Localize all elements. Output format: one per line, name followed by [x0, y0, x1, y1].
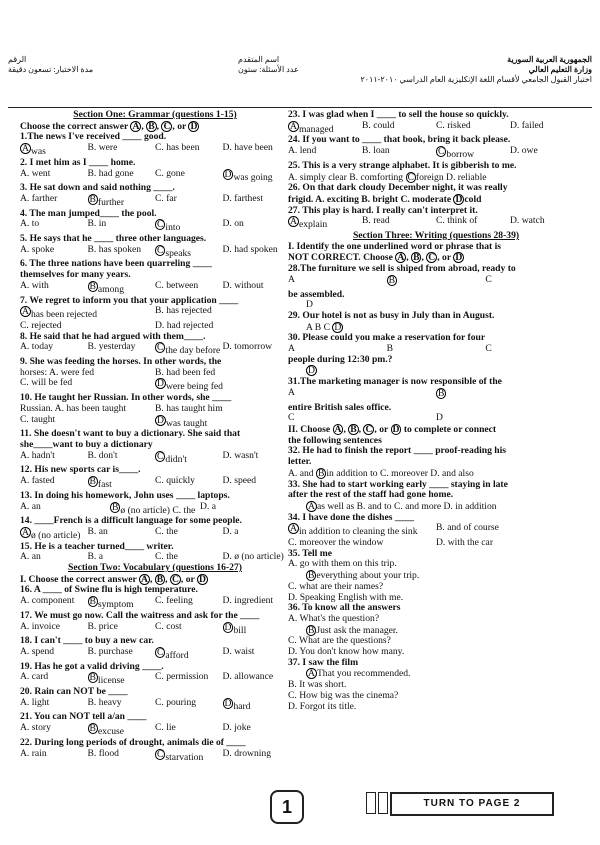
answer-option: A ø (no article) [22, 526, 81, 541]
answer-line: A. What's the question? [288, 612, 380, 624]
circled-answer-mark: D [157, 414, 164, 426]
circled-answer-mark: C [157, 342, 164, 354]
answer-options [20, 672, 290, 687]
answer-option: B license [89, 672, 125, 687]
answer-option: D. joke [222, 723, 251, 734]
answer-option: B. has rejected [155, 306, 212, 317]
answer-option: C didn't [157, 450, 187, 465]
circled-answer-mark: D [190, 120, 198, 132]
circled-answer-mark: D [224, 697, 232, 709]
answer-option: A. invoice [20, 621, 60, 632]
answer-options [20, 749, 290, 764]
answer-option: A. an [20, 501, 41, 512]
answer-option: A. spend [20, 646, 55, 657]
answer-option: A. with [20, 280, 49, 291]
answer-line: B. It was short. [288, 679, 347, 691]
answer-options [20, 378, 290, 393]
circled-answer-mark: B [89, 596, 96, 608]
answer-line: A. go with them on this trip. [288, 558, 397, 570]
answer-option: B. flood [87, 748, 119, 759]
answer-option: C [288, 413, 295, 424]
question-text: 26. On that dark cloudy December night, it was really [288, 183, 508, 194]
circled-answer-mark: C [407, 171, 414, 183]
circled-answer-mark: A [22, 526, 29, 538]
question-text: II. Choose A , B , C , or D to complete or connect [288, 423, 497, 435]
circled-answer-mark: C [163, 120, 171, 132]
answer-option: B further [89, 193, 125, 208]
answer-option: B. has taught him [155, 403, 223, 414]
answer-option: B [386, 344, 394, 355]
answer-option: C afford [157, 646, 189, 661]
question-text: 15. He is a teacher turned____ writer. [20, 541, 174, 552]
circled-answer-mark: D [224, 621, 232, 633]
circled-answer-mark: C [365, 423, 373, 435]
question-text: NOT CORRECT. Choose A , B , C , or D [288, 252, 463, 264]
answer-option: C. has been [155, 143, 200, 154]
answer-option: D was going [224, 168, 273, 183]
answer-options [20, 451, 290, 466]
answer-options [20, 342, 290, 357]
answer-options [20, 368, 290, 379]
question-text: 25. This is a very strange alphabet. It is gibberish to me. [288, 160, 517, 171]
circled-answer-mark: B [308, 624, 315, 636]
circled-answer-mark: D [224, 168, 232, 180]
answer-options [288, 275, 584, 290]
circled-answer-mark: A [308, 668, 315, 680]
answer-option: C into [157, 219, 181, 234]
header-republic: الجمهورية العربية السورية [507, 55, 592, 64]
answer-options [288, 538, 584, 549]
question-text: 19. Has he got a valid driving ____. [20, 661, 164, 672]
answer-option: C. between [155, 280, 199, 291]
answer-options [20, 476, 290, 491]
answer-option: horses: A. were fed [20, 367, 95, 378]
circled-answer-mark: A [308, 500, 315, 512]
section-heading: Section Three: Writing (questions 28-39) [352, 230, 520, 242]
answer-option: C speaks [157, 244, 191, 259]
question-text: 22. During long periods of drought, animals die of ____ [20, 737, 246, 748]
question-text: 33. She had to start working early ____ staying in late [288, 479, 508, 490]
answer-options [20, 306, 290, 321]
answer-option: C. pouring [155, 697, 197, 708]
question-text: 3. He sat down and said nothing ____. [20, 183, 175, 194]
header-middle [238, 55, 299, 75]
question-text: 24. If you want to ____ that book, bring it back please. [288, 135, 511, 146]
answer-option: C. lie [155, 723, 176, 734]
circled-answer-mark: A [334, 423, 342, 435]
circled-answer-mark: B [89, 672, 96, 684]
answer-line: D. Speaking English with me. [288, 591, 404, 603]
answer-option: A [288, 274, 295, 285]
circled-answer-mark: C [157, 450, 164, 462]
header-rule [8, 107, 592, 108]
question-text: 35. Tell me [288, 548, 332, 559]
answer-options [20, 415, 290, 430]
answer-option: B. in [87, 219, 107, 230]
answer-option: B. had been fed [155, 367, 216, 378]
question-text: Choose the correct answer A , B , C , or D [20, 120, 198, 132]
answer-line: A B C D [306, 321, 342, 333]
header-ministry: وزارة التعليم العالي [528, 65, 592, 74]
answer-option: B. yesterday [87, 342, 136, 353]
question-text: 12. His new sports car is____. [20, 465, 141, 476]
circled-answer-mark: D [199, 573, 206, 585]
answer-option: A. fasted [20, 476, 55, 487]
answer-option: C. will be fed [20, 378, 73, 389]
answer-option: D. tomorrow [222, 342, 273, 353]
answer-option: A. rain [20, 748, 47, 759]
answer-option: D. allowance [222, 672, 274, 683]
answer-option: D. a [200, 501, 216, 512]
answer-options [20, 527, 290, 542]
answer-option: B. an [87, 526, 108, 537]
answer-option: C [485, 274, 492, 285]
circled-answer-mark: B [413, 252, 420, 264]
answer-option: A. light [20, 697, 50, 708]
question-text: I. Identify the one underlined word or phrase that is [288, 241, 502, 252]
header-question-count: عدد الأسئلة: ستون [238, 65, 299, 74]
question-text: 11. She doesn't want to buy a dictionary. She said that [20, 429, 241, 440]
answer-option: C. think of [436, 216, 478, 227]
question-text: 29. Our hotel is not as busy in July than in August. [288, 310, 495, 321]
question-text: frigid. A. exciting B. bright C. moderate D cold [288, 193, 482, 205]
answer-option: D. failed [510, 120, 544, 131]
answer-options [288, 146, 584, 161]
answer-option: D were being fed [157, 378, 223, 393]
circled-answer-mark: B [89, 476, 96, 488]
answer-line: C. How big was the cinema? [288, 689, 399, 701]
answer-option: B. were [87, 143, 118, 154]
answer-option: A. lend [288, 146, 317, 157]
circled-answer-mark: A [397, 252, 405, 264]
question-text: 5. He says that he ____ three other languages. [20, 234, 207, 245]
answer-option: A. hadn't [20, 450, 55, 461]
answer-option: B. a [87, 552, 103, 563]
answer-option: C. feeling [155, 596, 193, 607]
answer-option: B. price [87, 621, 118, 632]
turn-to-page-note: TURN TO PAGE 2 [390, 792, 554, 816]
answer-option: D. a [222, 526, 239, 537]
question-text: 14. ____French is a difficult language for some people. [20, 516, 242, 527]
answer-options [20, 219, 290, 234]
circled-answer-mark: A [141, 573, 148, 585]
answer-option: C. the [155, 526, 178, 537]
answer-option: D. drowning [222, 748, 271, 759]
circled-answer-mark: D [392, 423, 400, 435]
answer-option: B fast [89, 476, 112, 491]
left-column [20, 110, 290, 763]
answer-options [20, 143, 290, 158]
circled-answer-mark: B [308, 570, 315, 582]
answer-options [20, 596, 290, 611]
answer-option: D was taught [157, 414, 208, 429]
circled-answer-mark: B [89, 280, 96, 292]
circled-answer-mark: D [157, 378, 164, 390]
answer-options [20, 723, 290, 738]
answer-line: A as well as B. and to C. and more D. in addition [308, 500, 497, 512]
answer-option: A in addition to cleaning the sink [290, 523, 418, 538]
question-text: 8. He said that he had argued with them____. [20, 331, 206, 342]
answer-option: B. heavy [87, 697, 122, 708]
question-text: themselves for many years. [20, 270, 131, 281]
answer-option: D. owe [510, 146, 538, 157]
answer-option: C borrow [438, 146, 475, 161]
answer-option: B. purchase [87, 646, 133, 657]
question-text: I. Choose the correct answer A , B , C , or D [20, 573, 206, 585]
answer-option: B among [89, 280, 125, 295]
circled-answer-mark: C [428, 252, 436, 264]
answer-option: B. could [362, 120, 395, 131]
section-heading: Section One: Grammar (questions 1-15) [73, 109, 237, 120]
question-text: 37. I saw the film [288, 657, 359, 668]
answer-option: B. and of course [436, 523, 499, 534]
question-text: letter. [288, 457, 312, 468]
answer-line: C. what are their names? [288, 580, 384, 592]
answer-options [20, 169, 290, 184]
circled-answer-mark: A [22, 143, 29, 155]
answer-option: A. to [20, 219, 40, 230]
question-text: 27. This play is hard. I really can't interpret it. [288, 205, 478, 216]
circled-answer-mark: D [334, 321, 342, 333]
answer-options [20, 622, 290, 637]
answer-line: A. simply clear B. comforting C foreign D. reliable [288, 171, 487, 183]
answer-option: C. risked [436, 120, 471, 131]
answer-option: C. taught [20, 414, 56, 425]
circled-answer-mark: A [290, 216, 297, 228]
question-text: 4. The man jumped____ the pool. [20, 208, 157, 219]
answer-line: B Just ask the manager. [308, 624, 398, 636]
answer-options [288, 413, 584, 424]
answer-line: A That you recommended. [308, 668, 411, 680]
answer-option: D. farthest [222, 193, 263, 204]
question-text: 34. I have done the dishes ____ [288, 512, 415, 523]
answer-options [20, 698, 290, 713]
answer-options [20, 321, 290, 332]
answer-options [20, 404, 290, 415]
answer-option: C. permission [155, 672, 209, 683]
answer-option: C starvation [157, 748, 204, 763]
answer-option: D. have been [222, 143, 273, 154]
answer-options [20, 502, 290, 517]
question-text: 36. To know all the answers [288, 603, 401, 614]
question-text: 21. You can NOT tell a/an ____ [20, 712, 147, 723]
answer-option: D. watch [510, 216, 545, 227]
answer-option: D. waist [222, 646, 255, 657]
circled-answer-mark: C [157, 748, 164, 760]
answer-option [387, 275, 486, 290]
header-candidate-name: اسم المتقدم [238, 55, 280, 64]
answer-options [20, 647, 290, 662]
question-text: people during 12:30 pm.? [288, 354, 393, 365]
answer-option: A managed [290, 120, 334, 135]
answer-option: C. moreover the window [288, 538, 384, 549]
answer-line [288, 365, 584, 377]
answer-option: D. ingredient [222, 596, 274, 607]
question-text: 7. We regret to inform you that your application ____ [20, 295, 239, 306]
answer-option: B excuse [89, 723, 125, 738]
answer-option: A [288, 387, 295, 398]
answer-option: A. today [20, 342, 54, 353]
circled-answer-mark: A [290, 523, 297, 535]
circled-answer-mark: B [148, 120, 155, 132]
question-text: 23. I was glad when I ____ to sell the house so quickly. [288, 110, 509, 120]
circled-answer-mark: D [455, 252, 463, 264]
answer-option: B. loan [362, 146, 390, 157]
answer-option: B. don't [87, 450, 118, 461]
answer-option: D. without [222, 280, 264, 291]
circled-answer-mark: C [157, 219, 164, 231]
answer-option: C the day before [157, 342, 221, 357]
answer-option: D hard [224, 697, 251, 712]
answer-options [288, 388, 584, 403]
answer-option: A. went [20, 168, 51, 179]
question-text: 2. I met him as I ____ home. [20, 157, 136, 168]
question-text: the following sentences [288, 435, 382, 446]
answer-option: C. gone [155, 168, 185, 179]
answer-line: C. What are the questions? [288, 635, 391, 647]
answer-option: D. had spoken [222, 244, 278, 255]
answer-line: A. and B in addition to C. moreover D. and also [288, 467, 474, 479]
question-text: 1.The news I've received ____ good. [20, 132, 167, 143]
question-text: 17. We must go now. Call the waitress and ask for the ____ [20, 610, 260, 621]
answer-option: A has been rejected [22, 306, 97, 321]
answer-options [20, 194, 290, 209]
answer-option: D. wasn't [222, 450, 259, 461]
answer-options [288, 216, 584, 231]
answer-option: B. has spoken [87, 244, 142, 255]
circled-answer-mark: B [112, 501, 119, 513]
answer-option: B symptom [89, 596, 134, 611]
circled-answer-mark: A [290, 120, 297, 132]
question-text: entire British sales office. [288, 402, 392, 413]
circled-answer-mark: C [171, 573, 179, 585]
section-heading: Section Two: Vocabulary (questions 16-27) [68, 562, 242, 574]
answer-options [20, 281, 290, 296]
right-column [288, 110, 584, 712]
header-right [360, 55, 592, 85]
question-text: 16. A ____ of Swine flu is high temperature. [20, 585, 198, 596]
question-text: 6. The three nations have been quarreling ____ [20, 259, 212, 270]
answer-option: B. had gone [87, 168, 134, 179]
answer-option: A. card [20, 672, 49, 683]
answer-option: D bill [224, 621, 247, 636]
circled-answer-mark: B [89, 193, 96, 205]
answer-option: C [485, 344, 492, 355]
answer-option: A. story [20, 723, 51, 734]
question-text: 20. Rain can NOT be ____ [20, 687, 128, 698]
answer-option: A. component [20, 596, 75, 607]
answer-option: A [288, 344, 295, 355]
circled-answer-mark: B [89, 723, 96, 735]
answer-option: A. farther [20, 193, 58, 204]
answer-option: C. quickly [155, 476, 195, 487]
circled-answer-mark: D [455, 193, 463, 205]
answer-line: D [306, 299, 313, 311]
answer-line: D. Forgot its title. [288, 700, 357, 712]
answer-options [288, 344, 584, 355]
answer-option: B. read [362, 216, 390, 227]
page-number: 1 [270, 790, 304, 824]
circled-answer-mark: A [22, 306, 29, 318]
answer-option: D. ø (no article) [222, 552, 284, 563]
header-left [8, 55, 93, 75]
answer-option: C. far [155, 193, 177, 204]
answer-option: A. an [20, 552, 41, 563]
answer-option: D. speed [222, 476, 257, 487]
answer-option [436, 388, 584, 403]
question-text: 28.The furniture we sell is shiped from abroad, ready to [288, 264, 516, 275]
question-text: 32. He had to finish the report ____ proof-reading his [288, 446, 507, 457]
header-exam-title: اختبار القبول الجامعي لأقسام اللغة الإنكليزية العام الدراسي ٢٠١٠-٢٠١١ [360, 75, 592, 84]
page-marker-boxes [366, 792, 390, 819]
circled-answer-mark: B [388, 274, 396, 286]
answer-option: D. with the car [436, 538, 494, 549]
answer-option: D [436, 413, 443, 424]
question-text: 13. In doing his homework, John uses ____ laptops. [20, 490, 230, 501]
question-text: after the rest of the staff had gone home. [288, 490, 454, 501]
answer-option: D. had rejected [155, 320, 214, 331]
question-text: she____want to buy a dictionary [20, 439, 153, 450]
question-text: 18. I can't ____ to buy a new car. [20, 636, 154, 647]
answer-option: B ø (no article) C. the [112, 501, 196, 516]
circled-answer-mark: C [157, 646, 164, 658]
question-text: 30. Please could you make a reservation for four [288, 333, 486, 344]
answer-option: A explain [290, 216, 328, 231]
question-text: be assembled. [288, 289, 345, 300]
answer-options [288, 121, 584, 136]
circled-answer-mark: D [308, 365, 315, 377]
answer-option: C. rejected [20, 320, 62, 331]
circled-answer-mark: C [438, 146, 445, 158]
answer-option: A was [22, 143, 46, 158]
circled-answer-mark: A [132, 120, 140, 132]
answer-option: C. the [155, 552, 178, 563]
question-text: 10. He taught her Russian. In other words, she ____ [20, 393, 232, 404]
page-header [8, 55, 592, 107]
circled-answer-mark: C [157, 244, 164, 256]
header-number: الرقم [8, 55, 27, 64]
answer-option: C. cost [155, 621, 182, 632]
answer-line: D. You don't know how many. [288, 646, 405, 658]
header-duration: مدة الاختبار: تسعون دقيقة [8, 65, 94, 74]
answer-option: A. spoke [20, 244, 55, 255]
question-text: 9. She was feeding the horses. In other words, the [20, 357, 222, 368]
circled-answer-mark: B [156, 573, 164, 585]
answer-option: D. on [222, 219, 244, 230]
circled-answer-mark: B [317, 467, 325, 479]
question-text: 31.The marketing manager is now responsible of the [288, 377, 502, 388]
circled-answer-mark: B [350, 423, 357, 435]
circled-answer-mark: B [438, 387, 445, 399]
answer-options [288, 523, 584, 538]
answer-options [20, 245, 290, 260]
answer-line: B everything about your trip. [308, 570, 420, 582]
answer-option: Russian. A. has been taught [20, 403, 127, 414]
